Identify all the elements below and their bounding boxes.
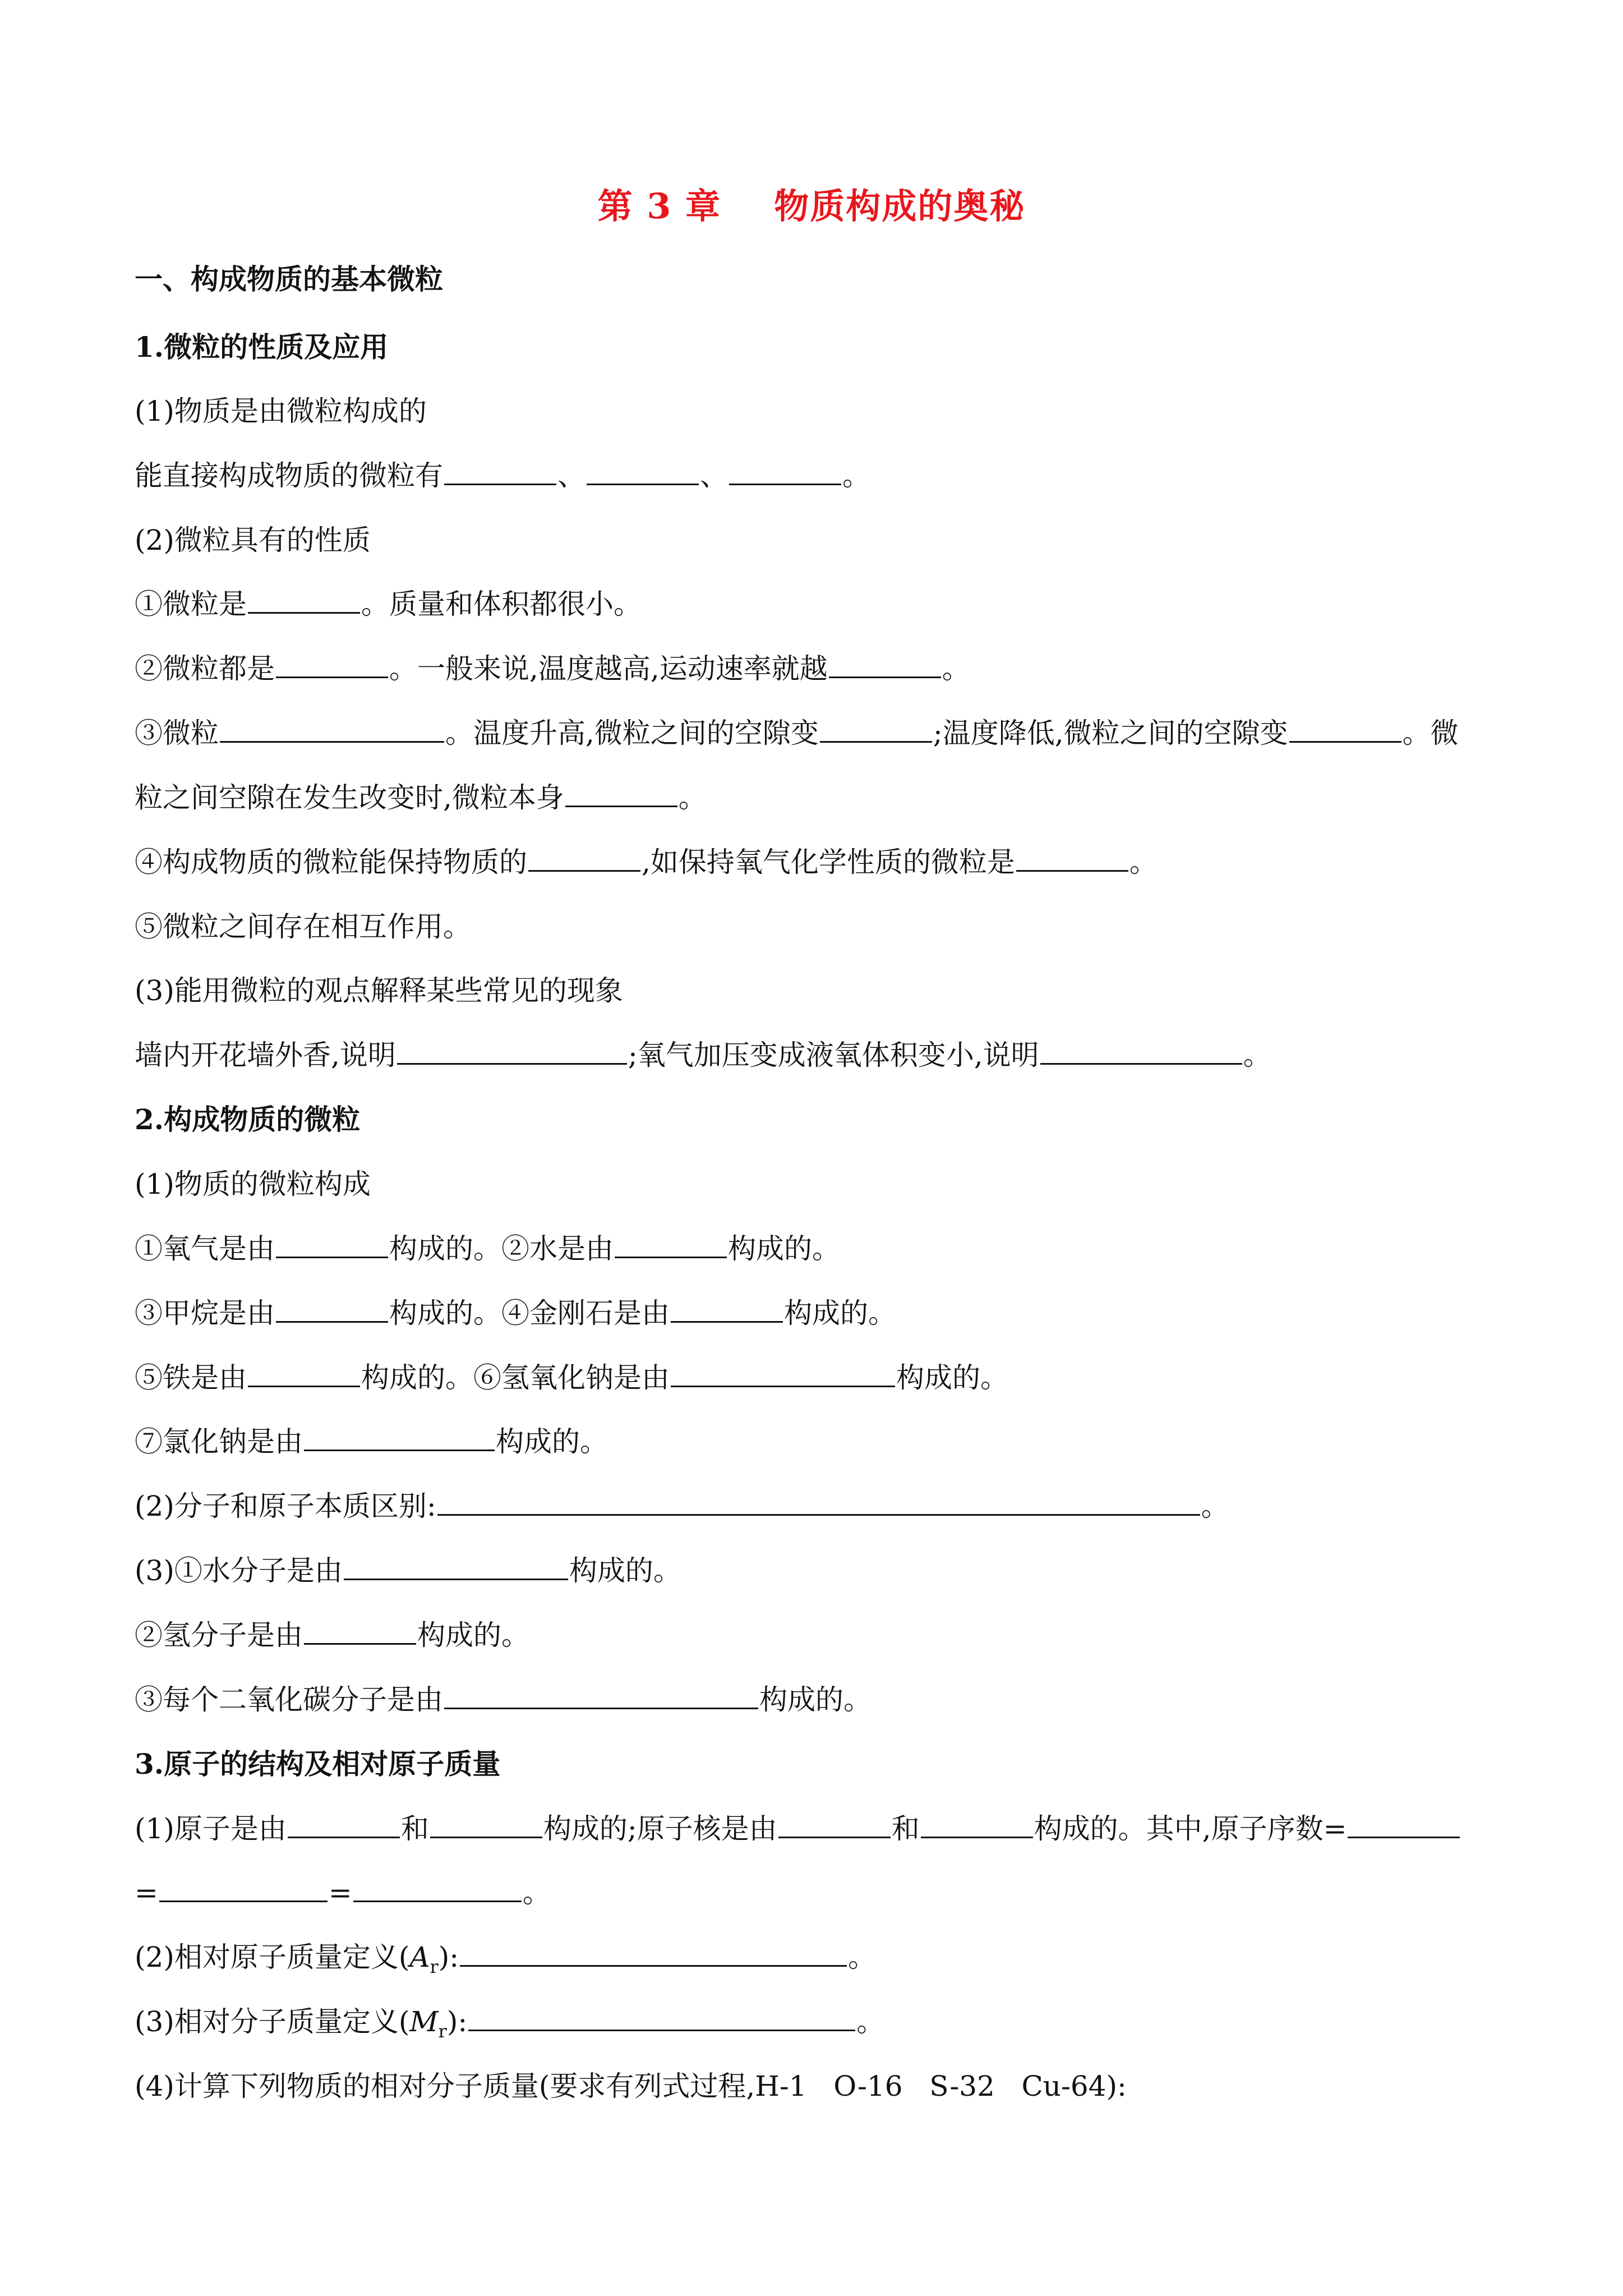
answer-blank[interactable] bbox=[288, 1812, 400, 1838]
fill-line bbox=[135, 651, 970, 687]
fill-line bbox=[135, 1875, 551, 1911]
answer-blank[interactable] bbox=[1348, 1812, 1460, 1838]
text: 构成的。 bbox=[569, 1554, 681, 1587]
answer-blank[interactable] bbox=[344, 1554, 568, 1580]
answer-blank[interactable] bbox=[587, 459, 699, 485]
symbol-subscript: r bbox=[438, 2021, 447, 2042]
text: 、 bbox=[557, 459, 585, 492]
answer-blank[interactable] bbox=[437, 1489, 1200, 1516]
text: ②微粒都是 bbox=[135, 652, 275, 685]
answer-blank[interactable] bbox=[1016, 845, 1128, 872]
fill-line bbox=[135, 586, 642, 622]
fill-line bbox=[135, 1617, 529, 1653]
text: = bbox=[135, 1876, 158, 1909]
fill-line bbox=[135, 1682, 872, 1718]
section-heading: 一、构成物质的基本微粒 bbox=[135, 263, 443, 296]
text: ②氢分子是由 bbox=[135, 1619, 303, 1651]
text: 。 bbox=[678, 781, 707, 814]
text: 构成的。 bbox=[417, 1619, 529, 1651]
text: 。一般来说,温度越高,运动速率就越 bbox=[389, 652, 828, 685]
fill-line bbox=[135, 1553, 681, 1589]
text: (3)①水分子是由 bbox=[135, 1554, 343, 1587]
answer-blank[interactable] bbox=[1289, 716, 1401, 743]
answer-blank[interactable] bbox=[276, 652, 388, 678]
text: 和 bbox=[400, 1812, 429, 1845]
answer-blank[interactable] bbox=[1040, 1038, 1242, 1065]
text: 、 bbox=[700, 459, 728, 492]
text: (2)分子和原子本质区别: bbox=[135, 1490, 436, 1522]
answer-blank[interactable] bbox=[778, 1812, 891, 1838]
text: ): bbox=[438, 1941, 459, 1973]
answer-blank[interactable] bbox=[304, 1618, 416, 1645]
fill-line bbox=[135, 1424, 608, 1460]
text: ①微粒是 bbox=[135, 588, 247, 620]
fill-line bbox=[135, 1488, 1229, 1524]
answer-blank[interactable] bbox=[444, 1683, 758, 1709]
answer-blank[interactable] bbox=[248, 1361, 360, 1387]
text: ;温度降低,微粒之间的空隙变 bbox=[933, 717, 1288, 749]
answer-blank[interactable] bbox=[460, 1940, 847, 1967]
text: 构成的。 bbox=[896, 1361, 1008, 1394]
text: 。 bbox=[1129, 846, 1158, 878]
answer-blank[interactable] bbox=[220, 716, 444, 743]
fill-line bbox=[135, 2004, 884, 2049]
text: 。 bbox=[1201, 1490, 1229, 1522]
text: ③每个二氧化碳分子是由 bbox=[135, 1683, 443, 1716]
text: 构成的。 bbox=[784, 1297, 896, 1329]
text: ⑦氯化钠是由 bbox=[135, 1425, 303, 1458]
text: 构成的。④金刚石是由 bbox=[389, 1297, 670, 1329]
text: 。 bbox=[942, 652, 970, 685]
answer-blank[interactable] bbox=[444, 459, 556, 485]
fill-line bbox=[135, 844, 1158, 880]
answer-blank[interactable] bbox=[820, 716, 932, 743]
text: 和 bbox=[891, 1812, 920, 1845]
text: 墙内开花墙外香,说明 bbox=[135, 1039, 396, 1071]
item-label: (3)能用微粒的观点解释某些常见的现象 bbox=[135, 974, 623, 1007]
chapter-title: 第 3 章 物质构成的奥秘 bbox=[597, 186, 1026, 227]
static-line: ⑤微粒之间存在相互作用。 bbox=[135, 910, 471, 943]
answer-blank[interactable] bbox=[528, 845, 640, 872]
text: = bbox=[328, 1876, 352, 1909]
text: 能直接构成物质的微粒有 bbox=[135, 459, 443, 492]
text: (3)相对分子质量定义( bbox=[135, 2005, 410, 2038]
text: ,如保持氧气化学性质的微粒是 bbox=[642, 846, 1015, 878]
text: ): bbox=[446, 2005, 468, 2038]
answer-blank[interactable] bbox=[276, 1296, 388, 1323]
fill-line bbox=[135, 1811, 1461, 1847]
fill-line bbox=[135, 1939, 876, 1985]
text: 。 bbox=[522, 1876, 551, 1909]
text: 构成的。 bbox=[759, 1683, 872, 1716]
text: ④构成物质的微粒能保持物质的 bbox=[135, 846, 527, 878]
text: 构成的。②水是由 bbox=[389, 1232, 614, 1265]
fill-line bbox=[135, 780, 707, 816]
answer-blank[interactable] bbox=[304, 1425, 495, 1451]
text: (2)相对原子质量定义( bbox=[135, 1941, 410, 1973]
item-label: (2)微粒具有的性质 bbox=[135, 524, 371, 556]
answer-blank[interactable] bbox=[921, 1812, 1033, 1838]
answer-blank[interactable] bbox=[829, 652, 941, 678]
text: 。 bbox=[1243, 1039, 1271, 1071]
static-line: (4)计算下列物质的相对分子质量(要求有列式过程,H-1 O-16 S-32 Cu-64): bbox=[135, 2070, 1127, 2102]
answer-blank[interactable] bbox=[615, 1232, 727, 1258]
subsection-heading-1: 1.微粒的性质及应用 bbox=[135, 330, 389, 364]
subsection-heading-3: 3.原子的结构及相对原子质量 bbox=[135, 1747, 501, 1780]
fill-line bbox=[135, 1360, 1008, 1396]
subsection-heading-2: 2.构成物质的微粒 bbox=[135, 1103, 361, 1136]
fill-line bbox=[135, 715, 1459, 751]
text: 构成的。 bbox=[728, 1232, 840, 1265]
answer-blank[interactable] bbox=[468, 2005, 855, 2031]
text: 构成的;原子核是由 bbox=[543, 1812, 777, 1845]
answer-blank[interactable] bbox=[159, 1876, 328, 1902]
item-label: (1)物质的微粒构成 bbox=[135, 1168, 371, 1200]
text: 构成的。 bbox=[496, 1425, 608, 1458]
text: 。 bbox=[842, 459, 870, 492]
text: 构成的。其中,原子序数= bbox=[1034, 1812, 1347, 1845]
answer-blank[interactable] bbox=[353, 1876, 522, 1902]
fill-line bbox=[135, 1231, 840, 1267]
text: 粒之间空隙在发生改变时,微粒本身 bbox=[135, 781, 564, 814]
symbol-M: M bbox=[409, 2005, 439, 2038]
text: ;氧气加压变成液氧体积变小,说明 bbox=[628, 1039, 1039, 1071]
symbol-A: A bbox=[409, 1941, 430, 1973]
text: 。温度升高,微粒之间的空隙变 bbox=[445, 717, 819, 749]
fill-line bbox=[135, 458, 870, 494]
answer-blank[interactable] bbox=[671, 1361, 895, 1387]
symbol-subscript: r bbox=[430, 1956, 439, 1977]
answer-blank[interactable] bbox=[430, 1812, 542, 1838]
fill-line bbox=[135, 1037, 1271, 1073]
answer-blank[interactable] bbox=[671, 1296, 783, 1323]
text: 。质量和体积都很小。 bbox=[361, 588, 642, 620]
answer-blank[interactable] bbox=[729, 459, 841, 485]
text: 。微 bbox=[1402, 717, 1459, 749]
fill-line bbox=[135, 1295, 896, 1331]
answer-blank[interactable] bbox=[248, 587, 360, 614]
text: (1)原子是由 bbox=[135, 1812, 287, 1845]
text: 构成的。⑥氢氧化钠是由 bbox=[361, 1361, 670, 1394]
answer-blank[interactable] bbox=[397, 1038, 627, 1065]
item-label: (1)物质是由微粒构成的 bbox=[135, 395, 427, 427]
answer-blank[interactable] bbox=[565, 781, 677, 807]
text: 。 bbox=[848, 1941, 877, 1973]
text: ③微粒 bbox=[135, 717, 219, 749]
text: ⑤铁是由 bbox=[135, 1361, 247, 1394]
text: 。 bbox=[856, 2005, 885, 2038]
text: ①氧气是由 bbox=[135, 1232, 275, 1265]
answer-blank[interactable] bbox=[276, 1232, 388, 1258]
text: ③甲烷是由 bbox=[135, 1297, 275, 1329]
